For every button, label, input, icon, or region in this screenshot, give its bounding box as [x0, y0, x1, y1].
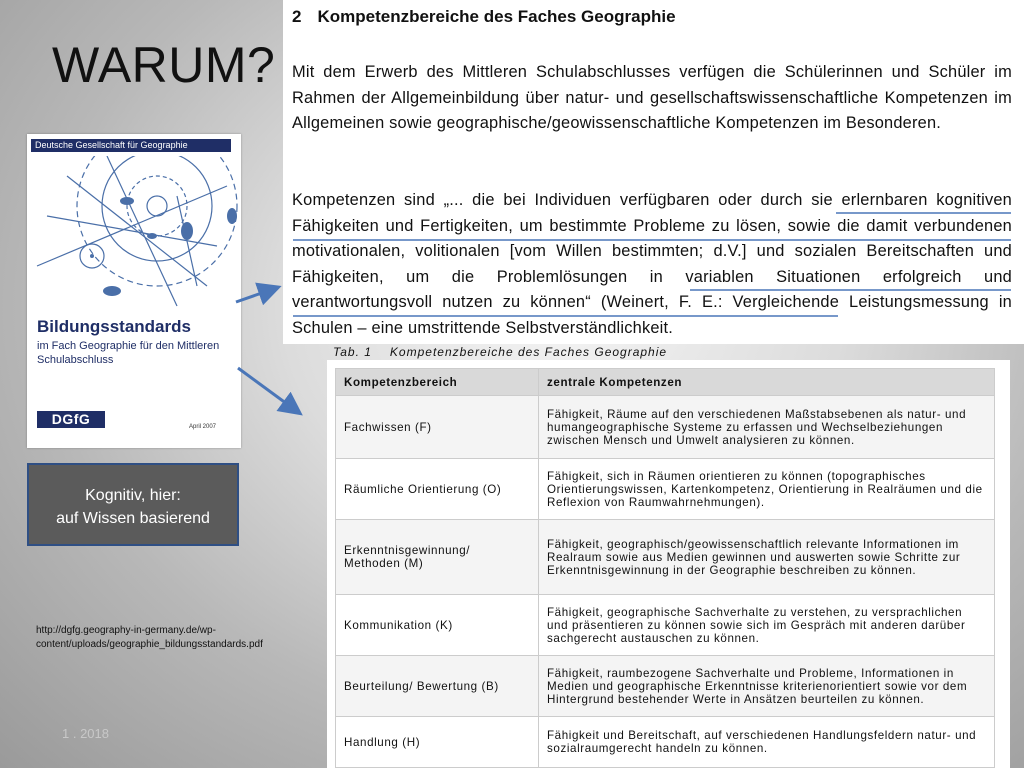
section-heading: [292, 7, 676, 27]
cover-title: Bildungsstandards: [37, 317, 191, 336]
cover-date: April 2007: [189, 424, 217, 430]
arrow-to-text: [236, 288, 276, 302]
table-caption-text: Kompetenzbereiche des Faches Geographie: [389, 345, 668, 359]
source-url[interactable]: http://dgfg.geography-in-germany.de/wp-content/uploads/geographie_bildungsstandards.pdf: [36, 625, 263, 650]
paragraph-2: Kompetenzen sind „... die bei Individuen verfügbaren oder durch sie erlernbaren kognitiven Fähigkeiten und Fertigkeiten, um bestimmte Probleme zu lösen, sowie die damit verbundenen motivationalen, volitionalen [vom Willen bestimmten; d.V.] und sozialen Bereitschaften und Fähigkeiten, um die Problemlösungen in variablen Situationen erfolgreich und verantwortungsvoll nutzen zu können“ (Weinert, F. E.: Vergleichende Leistungsmessung in Schulen – eine umstrittende Selbstverständlichkeit.: [292, 191, 1012, 337]
table-row: [336, 656, 995, 717]
cover-illustration: [27, 156, 241, 436]
table-cell-area: Erkenntnisgewinnung/ Methoden (M): [336, 520, 539, 595]
table-caption-number: Tab. 1: [333, 345, 372, 359]
table-cell-text: Fähigkeit, sich in Räumen orientieren zu können (topographisches Orientierungswissen, Kartenkompetenz, Orientierung in Realräumen und die Reflexion von Raumwahrnehmungen).: [539, 459, 995, 520]
table-row: [336, 520, 995, 595]
table-header: Kompetenzbereich: [336, 369, 539, 396]
table-cell-text: Fähigkeit, Räume auf den verschiedenen Maßstabsebenen als natur- und humangeographische Systeme zu erfassen und Wechselbeziehungen zwischen Mensch und Umwelt analysieren zu können.: [539, 396, 995, 459]
document-excerpt: [283, 0, 1024, 344]
competence-table: [335, 368, 995, 768]
table-row: [336, 595, 995, 656]
section-title: Kompetenzbereiche des Faches Geographie: [317, 7, 676, 26]
table-cell-text: Fähigkeit, geographisch/geowissenschaftlich relevante Informationen im Realraum sowie aus Medien gewinnen und auswerten sowie Schritte zur Erkenntnisgewinnung in der Geographie beschreiben zu können.: [539, 520, 995, 595]
slide-date: 1 . 2018: [62, 726, 109, 741]
table-cell-area: Kommunikation (K): [336, 595, 539, 656]
table-header: zentrale Kompetenzen: [539, 369, 995, 396]
callout-box: [27, 463, 239, 546]
table-excerpt: [327, 360, 1010, 768]
table-cell-area: Beurteilung/ Bewertung (B): [336, 656, 539, 717]
table-row: [336, 717, 995, 768]
paragraph-1: Mit dem Erwerb des Mittleren Schulabschlusses verfügen die Schülerinnen und Schüler im Rahmen der Allgemeinbildung über natur- und gesellschaftswissenschaftliche Kompetenzen im Allgemeinen sowie geographische/geowissenschaftliche Kompetenzen im Besonderen.: [292, 63, 1012, 132]
cover-publisher-band: Deutsche Gesellschaft für Geographie: [31, 139, 231, 152]
table-row: [336, 396, 995, 459]
table-caption: [333, 345, 667, 359]
table-cell-area: Handlung (H): [336, 717, 539, 768]
table-cell-text: Fähigkeit, raumbezogene Sachverhalte und Probleme, Informationen in Medien und geographische Erkenntnisse kriterienorientiert sowie vor dem Hintergrund bestehender Werte in Ansätzen beurteilen zu können.: [539, 656, 995, 717]
table-cell-text: Fähigkeit, geographische Sachverhalte zu verstehen, zu versprachlichen und präsentieren zu können sowie sich im Gespräch mit anderen darüber sachgerecht austauschen zu können.: [539, 595, 995, 656]
table-row: [336, 459, 995, 520]
section-number: 2: [292, 7, 302, 26]
table-cell-area: Fachwissen (F): [336, 396, 539, 459]
arrow-to-table: [238, 368, 298, 412]
cover-subtitle: im Fach Geographie für den Mittleren Schulabschluss: [37, 340, 220, 366]
dgfg-logo: DGfG: [37, 411, 105, 428]
callout-text: Kognitiv, hier: auf Wissen basierend: [56, 487, 210, 527]
table-cell-text: Fähigkeit und Bereitschaft, auf verschiedenen Handlungsfeldern natur- und sozialraumgerecht handeln zu können.: [539, 717, 995, 768]
slide-title: WARUM?: [52, 37, 276, 93]
table-header-row: [336, 369, 995, 396]
table-cell-area: Räumliche Orientierung (O): [336, 459, 539, 520]
book-cover-image: [27, 134, 241, 448]
